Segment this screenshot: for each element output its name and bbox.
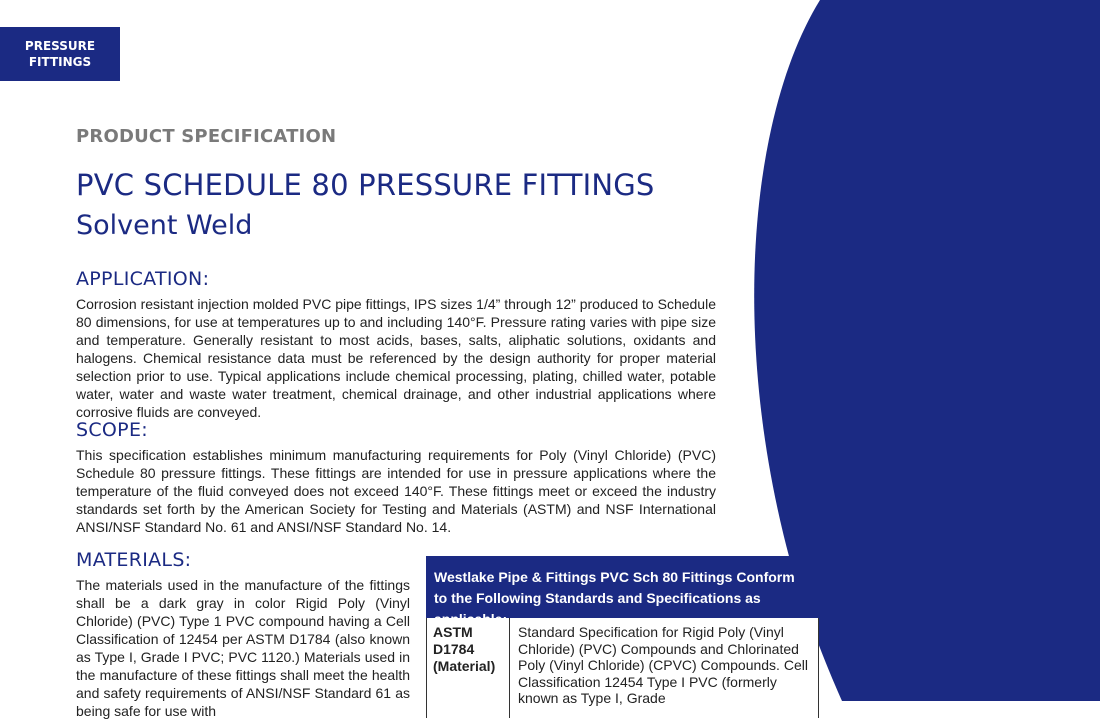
category-tag	[0, 27, 120, 81]
application-heading: APPLICATION:	[76, 268, 210, 290]
standards-row	[426, 618, 819, 718]
materials-body: The materials used in the manufacture of the fittings shall be a dark gray in color Rigid Poly (Vinyl Chloride) (PVC) Type 1 PVC compound having a Cell Classification of 12454 per ASTM D1784 (also known as Type I, Grade I PVC; PVC 1120.) Materials used in the manufacture of these fittings shall meet the health and safety requirements of ANSI/NSF Standard 61 as being safe for use with	[76, 577, 410, 719]
standards-box	[426, 556, 819, 716]
document-eyebrow: PRODUCT SPECIFICATION	[76, 126, 337, 147]
standard-code: ASTM D1784 (Material)	[427, 618, 510, 718]
standard-description: Standard Specification for Rigid Poly (Vinyl Chloride) (PVC) Compounds and Chlorinated Poly (Vinyl Chloride) (CPVC) Compounds. Cell Classification 12454 Type I PVC (formerly known as Type I, Grade	[518, 624, 808, 706]
scope-heading: SCOPE:	[76, 419, 148, 441]
application-body: Corrosion resistant injection molded PVC pipe fittings, IPS sizes 1/4” through 12” produced to Schedule 80 dimensions, for use at temperatures up to and including 140°F. Pressure rating varies with pipe size and temperature. Generally resistant to most acids, bases, salts, aliphatic solutions, oxidants and halogens. Chemical resistance data must be referenced by the design authority for proper material selection prior to use. Typical applications include chemical processing, plating, chilled water, potable water, water and waste water treatment, chemical drainage, and other industrial applications where corrosive fluids are conveyed.	[76, 296, 716, 420]
page-title: PVC SCHEDULE 80 PRESSURE FITTINGS	[76, 168, 655, 202]
category-tag-line2: FITTINGS	[28, 55, 92, 69]
page-subtitle: Solvent Weld	[76, 210, 253, 241]
materials-heading: MATERIALS:	[76, 549, 192, 571]
standards-box-heading: Westlake Pipe & Fittings PVC Sch 80 Fittings Conform to the Following Standards and Specifications as applicable:	[426, 556, 819, 618]
scope-body: This specification establishes minimum manufacturing requirements for Poly (Vinyl Chloride) (PVC) Schedule 80 pressure fittings. These fittings are intended for use in pressure applications where the temperature of the fluid conveyed does not exceed 140°F. These fittings meet or exceed the industry standards set forth by the American Society for Testing and Materials (ASTM) and NSF International ANSI/NSF Standard No. 61 and ANSI/NSF Standard No. 14.	[76, 447, 716, 535]
category-tag-line1: PRESSURE	[24, 39, 96, 53]
